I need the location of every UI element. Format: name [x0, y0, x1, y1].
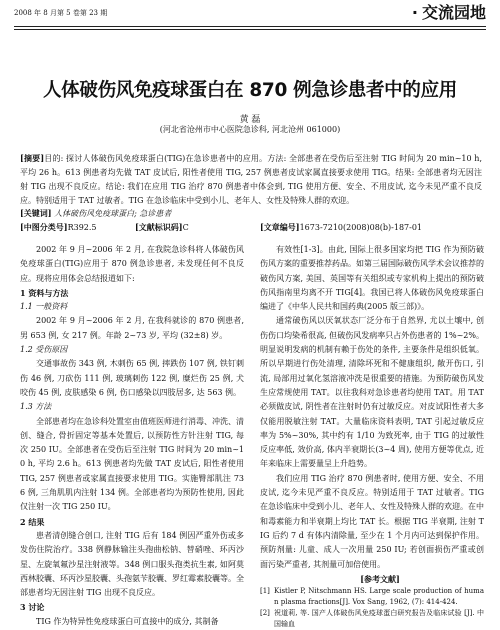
- paragraph: 我们应用 TIG 治疗 870 例患者时, 使用方便、安全、不用皮试, 迄今未见严重不良反应。特别适用于 TAT 过敏者。TIG 在急诊临床中受到小儿、老年人、女性及特殊人群的欢迎。在中和毒素能力和半衰期上均比 TAT 长。根据 TIG 半衰期, 注射 TIG 后约 7 d 有体内清除量, 至少在 1 个月内可达到保护作用。预防剂量: 儿童、成人一次用量 250 IU; 若创面损伤严重或创面污染严重者, 其剂量可加倍使用。: [260, 473, 484, 569]
- paragraph: 患者清创缝合创口, 注射 TIG 后有 184 例因严重外伤或多发伤住院治疗。338 例静脉输注头孢曲松钠、替硝唑、环丙沙星、左旋氧氟沙星注射液等。348 例口服头孢类抗生素, 如阿莫西林胶囊、环丙沙星胶囊、头孢氨苄胶囊、罗红霉素胶囊等。全部患者均无因注射 TIG 出现不良反应。: [20, 530, 244, 598]
- reference-number: [2]: [260, 609, 270, 618]
- abstract-text: 目的: 探讨人体破伤风免疫球蛋白(TIG)在急诊患者中的应用。方法: 全部患者在受伤后至注射 TIG 时间为 20 min~10 h, 平均 26 h。613 例患者均先做 TAT 皮试后, 阳性者使用 TIG, 257 例患者皮试家属直接要求使用 TIG。结果: 全部患者均无因注射 TIG 出现不良反应。结论: 我们在应用 TIG 治疗 870 例患者中体会到, TIG 使用方便、安全、不用皮试, 迄今未见严重不良反应。特别适用于 TAT 过敏者。TIG 在急诊临床中受到小儿、老年人、女性及特殊人群的欢迎。: [20, 154, 482, 205]
- abstract: [20, 151, 482, 208]
- intro-paragraph: 2002 年 9 月~2006 年 2 月, 在我院急诊科将人体破伤风免疫球蛋白(TIG)应用于 870 例急诊患者, 未发现任何不良反应。现将应用体会总结报道如下:: [20, 245, 244, 283]
- left-column: [20, 243, 244, 629]
- section-label: 交流园地: [421, 3, 486, 22]
- reference-text: 祝道莉, 等. 国产人体破伤风免疫球蛋白研究报告及临床试验 [J]. 中国输血: [274, 609, 484, 629]
- clc: [20, 222, 97, 233]
- subsection-heading: 1.3 方法: [20, 402, 52, 412]
- section-heading: 3 讨论: [20, 602, 45, 613]
- article-no: [260, 222, 422, 233]
- classification-row: [20, 222, 482, 234]
- abstract-label: [摘要]: [20, 153, 45, 163]
- author: 黄 磊: [239, 115, 261, 125]
- subsection-heading: 1.1 一般资料: [20, 302, 68, 312]
- subsection-heading: 1.2 受伤原因: [20, 345, 68, 355]
- reference-number: [1]: [260, 587, 270, 596]
- header-rule-thin: [14, 29, 486, 30]
- keywords: [20, 208, 482, 219]
- paragraph: 2002 年 9 月~2006 年 2 月, 在我科就诊的 870 例患者, 男 653 例, 女 217 例。年龄 2~73 岁, 平均 (32±8) 岁。: [20, 316, 244, 340]
- doc-code-value: C: [182, 223, 189, 232]
- right-column: [260, 243, 484, 630]
- references-heading: [参考文献]: [360, 573, 400, 584]
- section-heading: 2 结果: [20, 516, 45, 527]
- section-name: [412, 0, 486, 23]
- article-title: 人体破伤风免疫球蛋白在 870 例急诊患者中的应用: [42, 80, 457, 101]
- affiliation: (河北省沧州市中心医院急诊科, 河北沧州 061000): [159, 125, 341, 134]
- reference-text: Kistler P, Nitschmann HS. Large scale production of human plasma fractions[J]. Vox Sang, 1962, (7): 414-424.: [274, 587, 484, 607]
- paragraph: TIG 作为特异性免疫球蛋白可直接中的成分, 其制备: [36, 616, 219, 626]
- reference-item: [260, 608, 484, 630]
- doc-code: [135, 222, 189, 233]
- paragraph: 交通事故伤 343 例, 木刺伤 65 例, 摔跌伤 107 例, 铁钉刺伤 46 例, 刀砍伤 111 例, 玻璃刺伤 122 例, 糜烂伤 25 例, 犬咬伤 45 例, 皮肤感染 6 例, 伤口感染以四肢居多, 达 563 例。: [20, 359, 244, 397]
- paragraph: 全部患者均在急诊科处置室由值班医师进行消毒、冲洗、清创、缝合, 骨折固定等基本处置后, 以预防性方针注射 TIG, 每次 250 IU。全部患者在受伤后至注射 TIG 时间为 20 min~10 h, 平均 2.6 h。613 例患者均先做 TAT 皮试后, 阳性者使用 TIG, 257 例患者或家属直接要求使用 TIG。实施臀部肌注 736 例, 三角肌肌内注射 134 例。全部患者均为预防性使用, 因此仅注射一次 TIG 250 IU。: [20, 416, 244, 512]
- article-no-label: [文章编号]: [260, 222, 300, 232]
- doc-code-label: [文献标识码]: [135, 222, 183, 232]
- paragraph: 通常破伤风以厌氧状态厂泛分布于自然界, 尤以土壤中, 创伤伤口均染希很高, 但破伤风发病率只占外伤患者的 1%~2%。明显说明发病的机制有赖于伤处的条件, 主要条件是组织低氧。所以早期进行伤处清理, 清除坏死和不健康组织, 敞开伤口, 引流, 局部用过氧化氢溶液冲洗是很重要的措施。为预防破伤风发生应常规使用 TAT。以往我科对急诊患者均使用 TAT。用 TAT 必须做皮试, 阴性者在注射时仍有过敏反应。对皮试阳性者大多仅能用脱敏注射 TAT。大量临床资料表明, TAT 引起过敏反应率为 5%~30%, 其中约有 1/10 为致死率, 由于 TIG 的过敏性反应率低, 效价高, 体内半衰期长(3~4 周), 使用方便等优点, 近年来临床上需要量呈上升趋势。: [260, 316, 484, 469]
- keywords-label: [关键词]: [20, 208, 52, 218]
- paragraph: 有效性[1-3]。由此, 国际上很多国家均把 TIG 作为预防破伤风方案的重要推荐药品。如第三届国际破伤风学术会议推荐的破伤风方案, 美国、英国等有关组织或专家机构上提出的预防破伤风指南里均离不开 TIG[4]。我国已将人体破伤风免疫球蛋白编进了《中华人民共和国药典(2005 版三部)》。: [260, 245, 484, 312]
- bullet-icon: ·: [411, 3, 418, 22]
- clc-value: R392.5: [67, 223, 97, 232]
- reference-item: [260, 586, 484, 608]
- issue-info: 2008 年 8 月第 5 卷第 23 期: [14, 9, 108, 17]
- article-no-value: 1673-7210(2008)08(b)-187-01: [299, 223, 422, 232]
- header-rule: [14, 26, 486, 27]
- section-heading: 1 资料与方法: [20, 287, 69, 298]
- clc-label: [中图分类号]: [20, 222, 68, 232]
- keywords-text: 人体破伤风免疫球蛋白; 急诊患者: [54, 209, 172, 218]
